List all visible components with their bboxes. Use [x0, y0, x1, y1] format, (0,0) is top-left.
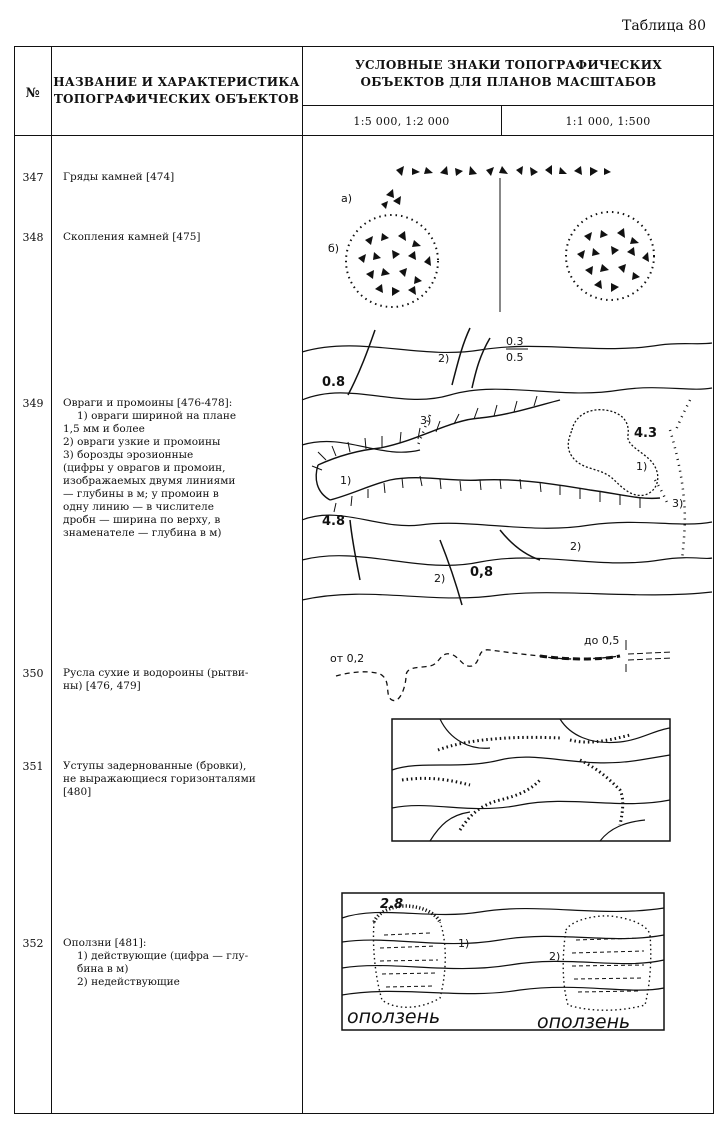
- row-description: Уступы задернованные (бровки), не выражающиеся горизонталями [480]: [63, 760, 256, 798]
- row-number: 352: [22, 937, 44, 950]
- table-caption: Таблица 80: [622, 18, 706, 34]
- stone-ridge-symbol: [396, 165, 611, 176]
- row-description: Гряды камней [474]: [63, 171, 175, 183]
- ravine-depth-label: 0.8: [322, 375, 346, 390]
- turfed-scarp-symbol: [392, 719, 670, 841]
- width-from-label: от 0,2: [330, 652, 365, 665]
- header-num: №: [25, 86, 41, 101]
- landslide-depth-label: 2.8: [380, 897, 404, 912]
- single-stones: [381, 189, 401, 209]
- row-description: Скопления камней [475]: [63, 231, 201, 243]
- item-label-2: 2): [570, 540, 582, 553]
- item-label-3: 3): [420, 414, 432, 427]
- item-label-2: 2): [438, 352, 450, 365]
- row-number: 350: [22, 667, 44, 680]
- label-b: б): [328, 242, 340, 255]
- landslide-word-left: оползень: [347, 1006, 441, 1028]
- stone-pile-symbol: [346, 178, 654, 312]
- landslide-label-2: 2): [549, 950, 561, 963]
- header-scale-b: 1:1 000, 1:500: [565, 115, 651, 128]
- landslide-word-right: оползень: [537, 1011, 631, 1033]
- ravine-depth-label: 4.3: [634, 426, 658, 441]
- row-number: 348: [22, 231, 44, 244]
- header-name: НАЗВАНИЕ И ХАРАКТЕРИСТИКА ТОПОГРАФИЧЕСКИХ ОБЪЕКТОВ: [53, 75, 300, 106]
- item-label-1: 1): [340, 474, 352, 487]
- item-label-3: 3): [672, 497, 684, 510]
- label-a: а): [341, 192, 353, 205]
- ravine-width-value: 0.3: [506, 335, 524, 348]
- width-to-label: до 0,5: [584, 634, 620, 647]
- item-label-2: 2): [434, 572, 446, 585]
- row-number: 351: [22, 760, 44, 773]
- row-description: Русла сухие и водороины (рытви- ны) [476, 479]: [63, 667, 249, 692]
- row-description: Оползни [481]: 1) действующие (цифра — глу- бина в м) 2) недействующие: [63, 937, 249, 988]
- dry-channel-symbol: [336, 640, 672, 701]
- row-number: 349: [22, 397, 44, 410]
- item-label-1: 1): [636, 460, 648, 473]
- ravine-depth-label: 0,8: [470, 565, 494, 580]
- row-number: 347: [22, 171, 44, 184]
- header-signs: УСЛОВНЫЕ ЗНАКИ ТОПОГРАФИЧЕСКИХ ОБЪЕКТОВ ДЛЯ ПЛАНОВ МАСШТАБОВ: [355, 58, 662, 89]
- ravine-depth-value: 0.5: [506, 351, 524, 364]
- ravine-symbol: [302, 328, 712, 605]
- header-scale-a: 1:5 000, 1:2 000: [353, 115, 450, 128]
- landslide-label-1: 1): [458, 937, 470, 950]
- row-description: Овраги и промоины [476-478]: 1) овраги шириной на плане 1,5 мм и более 2) овраги узкие и промоины 3) борозды эрозионные (цифры у оврагов и промоин, изображаемых двумя линиями — глубины в м; у промоин в одну линию — в числителе дробн — ширина по верху, в знаменателе — глубина в м): [63, 397, 237, 539]
- ravine-depth-label: 4.8: [322, 514, 346, 529]
